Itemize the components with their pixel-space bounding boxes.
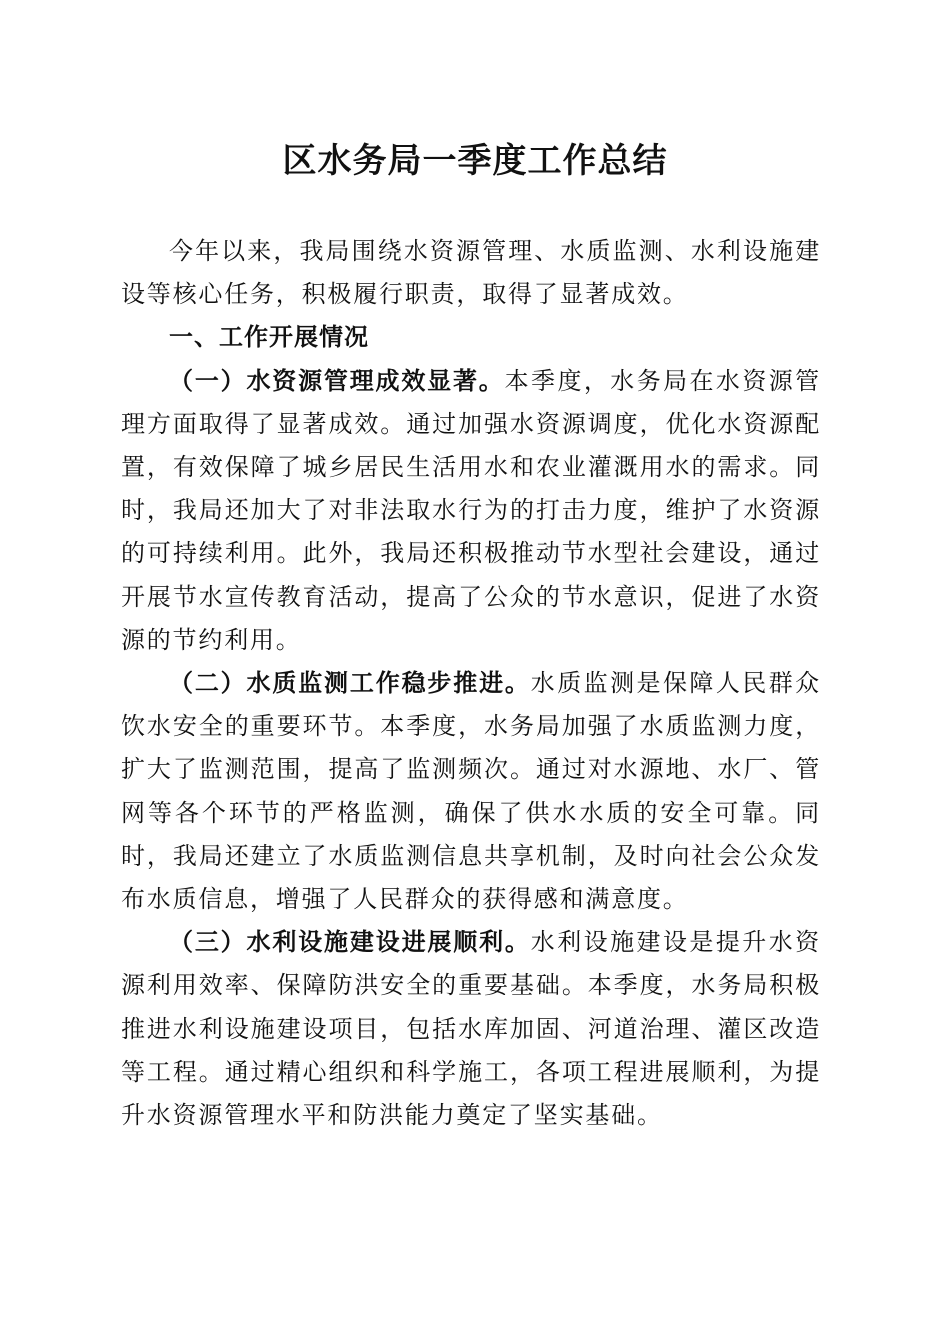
paragraph-lead: （三）水利设施建设进展顺利。 — [169, 928, 531, 957]
document-title: 区水务局一季度工作总结 — [282, 141, 668, 181]
paragraph-text: 水利设施建设是提升水资源利用效率、保障防洪安全的重要基础。本季度，水务局积极推进水利设施建设项目，包括水库加固、河道治理、灌区改造等工程。通过精心组织和科学施工，各项工程进展顺利，为提升水资源管理水平和防洪能力奠定了坚实基础。 — [121, 928, 821, 1130]
paragraph-text: 水质监测是保障人民群众饮水安全的重要环节。本季度，水务局加强了水质监测力度，扩大了监测范围，提高了监测频次。通过对水源地、水厂、管网等各个环节的严格监测，确保了供水水质的安全可靠。同时，我局还建立了水质监测信息共享机制，及时向社会公众发布水质信息，增强了人民群众的获得感和满意度。 — [121, 669, 821, 914]
document-body — [121, 230, 821, 1137]
paragraph-lead: （一）水资源管理成效显著。 — [169, 366, 505, 395]
paragraph-infrastructure — [121, 921, 821, 1137]
paragraph-lead: （二）水质监测工作稳步推进。 — [169, 669, 531, 698]
section-heading: 一、工作开展情况 — [169, 323, 369, 352]
paragraph-water-quality — [121, 662, 821, 921]
paragraph-water-resources — [121, 360, 821, 662]
intro-paragraph: 今年以来，我局围绕水资源管理、水质监测、水利设施建设等核心任务，积极履行职责，取得了显著成效。 — [121, 237, 821, 309]
paragraph-text: 本季度，水务局在水资源管理方面取得了显著成效。通过加强水资源调度，优化水资源配置，有效保障了城乡居民生活用水和农业灌溉用水的需求。同时，我局还加大了对非法取水行为的打击力度，维护了水资源的可持续利用。此外，我局还积极推动节水型社会建设，通过开展节水宣传教育活动，提高了公众的节水意识，促进了水资源的节约利用。 — [121, 366, 821, 654]
